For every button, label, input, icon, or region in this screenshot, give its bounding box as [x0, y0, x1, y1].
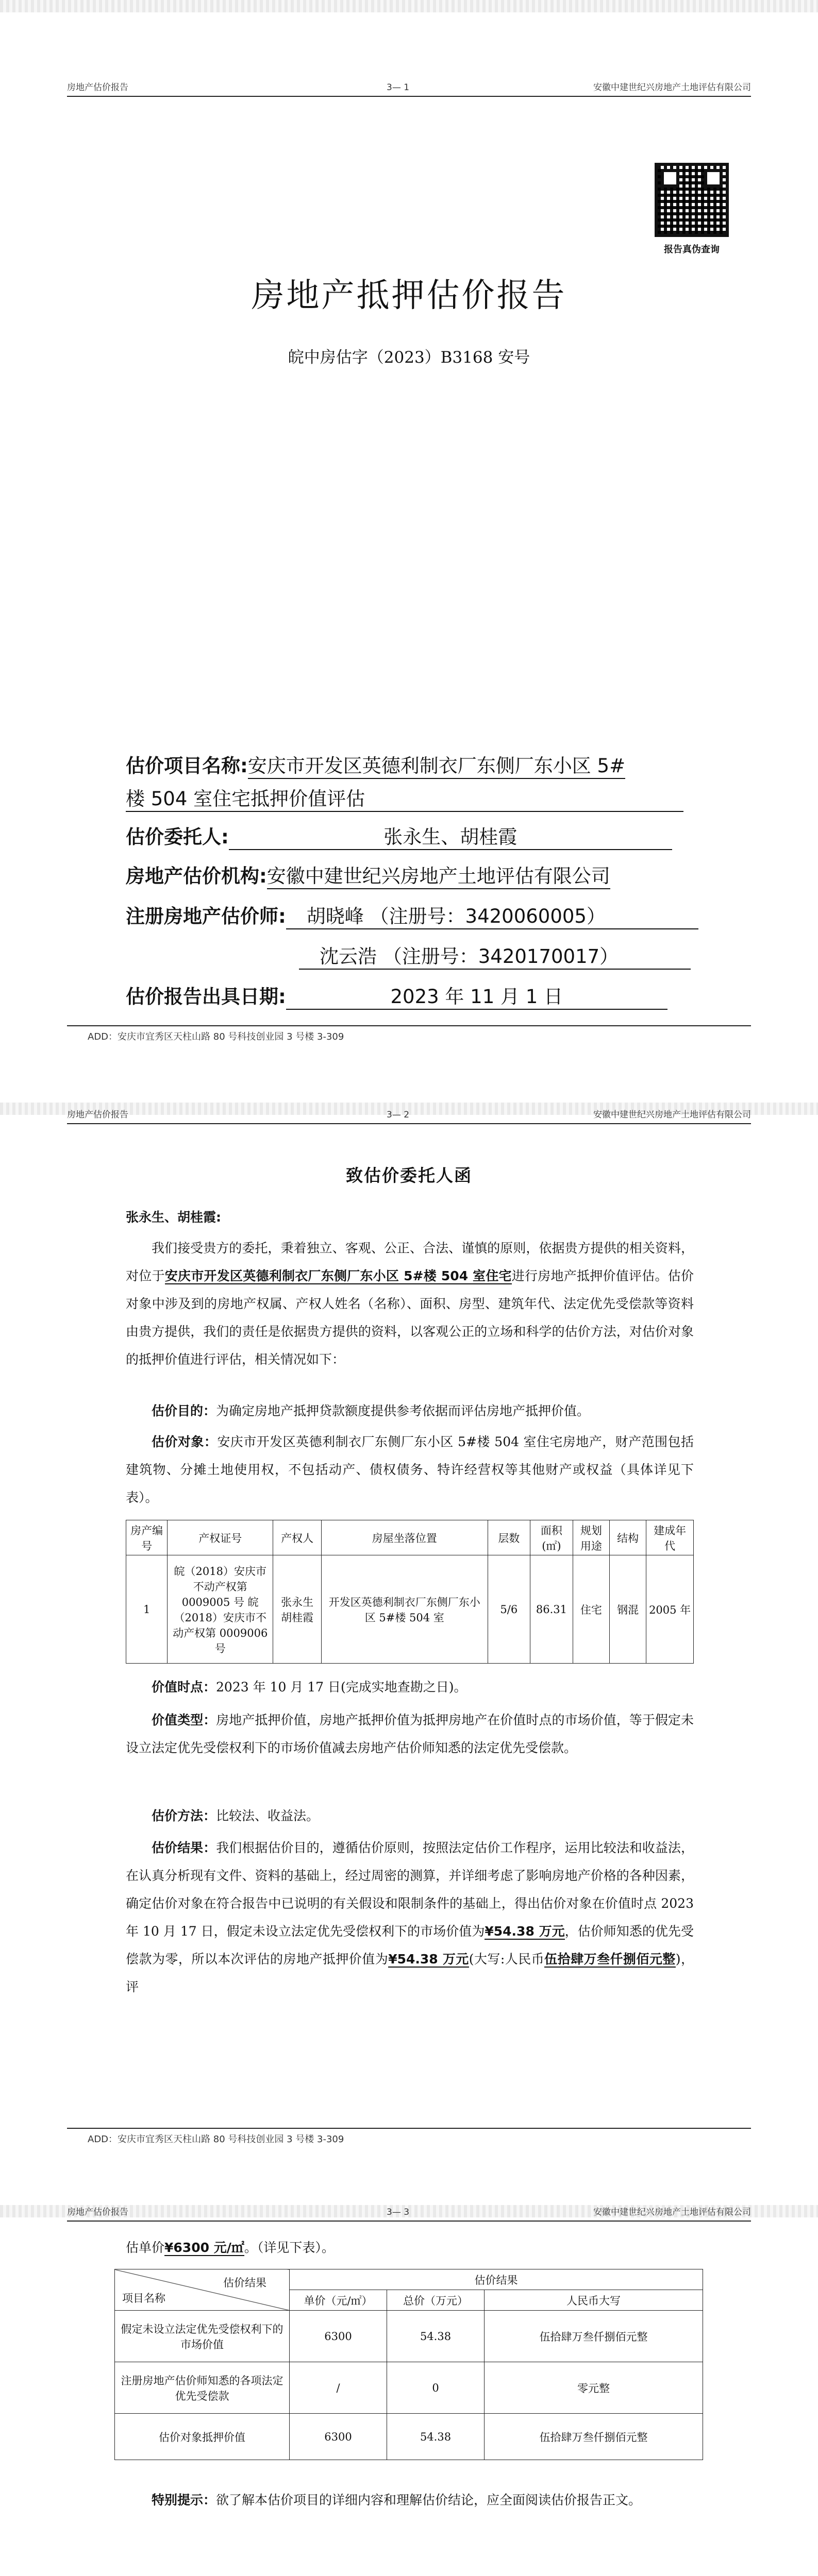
appraiser-label: 注册房地产估价师: [126, 905, 286, 927]
project-label: 估价项目名称: [126, 755, 248, 777]
unit-price-paragraph [126, 2234, 694, 2262]
th-name: 项目名称 [122, 2292, 165, 2304]
cover-page [0, 0, 818, 1103]
table-row [126, 1555, 694, 1664]
header-page-number: 3— 3 [387, 2207, 410, 2217]
date-row [126, 981, 667, 1010]
td-unit: / [290, 2362, 387, 2414]
header-page-number: 3— 1 [387, 82, 410, 93]
diagonal-header-cell [115, 2269, 290, 2311]
date-value: 2023 年 11 月 1 日 [286, 981, 667, 1010]
td-total: 54.38 [387, 2311, 485, 2362]
page-footer [67, 2128, 751, 2144]
mortgage-value: ¥54.38 万元 [388, 1952, 469, 1967]
td-item: 估价对象抵押价值 [115, 2414, 290, 2460]
appraiser-row-2 [299, 941, 691, 970]
td-use: 住宅 [573, 1555, 609, 1664]
purpose-label: 估价目的： [152, 1403, 216, 1418]
footer-address: ADD：安庆市宜秀区天柱山路 80 号科技创业园 3 号楼 3-309 [88, 1031, 344, 1042]
unit-price-value: ¥6300 元/㎡ [164, 2240, 244, 2255]
special-text: 欲了解本估价项目的详细内容和理解估价结论，应全面阅读估价报告正文。 [216, 2493, 642, 2507]
result-text-c: (大写:人民币 [469, 1952, 545, 1967]
td-floors: 5/6 [488, 1555, 530, 1664]
result-text-b: ，估价师知悉的优先受偿款为零，所以本次评估的房地产抵押价值为 [126, 1924, 694, 1967]
client-label: 估价委托人: [126, 826, 229, 848]
property-table [126, 1520, 694, 1664]
th-location: 房屋坐落位置 [322, 1520, 488, 1555]
value-date-label: 价值时点： [152, 1680, 216, 1694]
th-cert: 产权证号 [168, 1520, 273, 1555]
intro-property: 安庆市开发区英德利制衣厂东侧厂东小区 5#楼 504 室住宅 [164, 1268, 512, 1283]
appraiser-2: 沈云浩 （注册号：3420170017） [299, 941, 691, 970]
result-table [114, 2269, 703, 2460]
td-owner: 张永生 胡桂霞 [273, 1555, 322, 1664]
object-text: 安庆市开发区英德利制衣厂东侧厂东小区 5#楼 504 室住宅房地产，财产范围包括建筑物、分摊土地使用权，不包括动产、债权债务、特许经营权等其他财产或权益（具体详见下表）。 [126, 1434, 694, 1505]
date-paragraph [126, 1673, 694, 1701]
object-paragraph [126, 1428, 694, 1512]
appraiser-1: 胡晓峰 （注册号：3420060005） [286, 901, 698, 929]
td-cert: 皖（2018）安庆市不动产权第 0009005 号 皖（2018）安庆市不动产权第 0009006 号 [168, 1555, 273, 1664]
header-right: 安徽中建世纪兴房地产土地评估有限公司 [593, 1110, 751, 1120]
th-upper: 人民币大写 [485, 2290, 703, 2311]
header-page-number: 3— 2 [387, 1110, 410, 1120]
th-built: 建成年代 [646, 1520, 694, 1555]
th-area: 面积(㎡) [530, 1520, 573, 1555]
report-title: 房地产抵押估价报告 [251, 277, 567, 315]
td-item: 假定未设立法定优先受偿权利下的市场价值 [115, 2311, 290, 2362]
intro-c: 进行房地产抵押价值评估。估价对象中涉及到的房地产权属、产权人姓名（名称）、面积、房型、建筑年代、法定优先受偿款等资料由贵方提供，我们的责任是依据贵方提供的资料，以客观公正的立场和科学的估价方法，对估价对象的抵押价值进行评估，相关情况如下： [126, 1268, 694, 1367]
td-total: 0 [387, 2362, 485, 2414]
method-text: 比较法、收益法。 [216, 1808, 320, 1823]
unit-price-b: 。（详见下表）。 [244, 2240, 335, 2255]
header-right: 安徽中建世纪兴房地产土地评估有限公司 [593, 82, 751, 93]
method-paragraph [126, 1802, 694, 1830]
market-value: ¥54.38 万元 [485, 1924, 565, 1939]
project-name-row [126, 750, 625, 779]
header-right: 安徽中建世纪兴房地产土地评估有限公司 [593, 2207, 751, 2217]
letter-page [0, 1103, 818, 2205]
td-upper: 伍拾肆万叁仟捌佰元整 [485, 2311, 703, 2362]
intro-paragraph [126, 1234, 694, 1374]
method-label: 估价方法： [152, 1808, 216, 1823]
date-label: 估价报告出具日期: [126, 986, 286, 1008]
client-value: 张永生、胡桂霞 [229, 821, 672, 850]
result-paragraph [126, 1834, 694, 2001]
page-strip [0, 0, 818, 12]
value-in-words: 伍拾肆万叁仟捌佰元整 [544, 1952, 676, 1967]
td-area: 86.31 [530, 1555, 573, 1664]
td-unit: 6300 [290, 2414, 387, 2460]
th-owner: 产权人 [273, 1520, 322, 1555]
table-row [115, 2311, 703, 2362]
page-header [67, 1108, 751, 1124]
table-row [115, 2362, 703, 2414]
letter-page-continued [0, 2205, 818, 2576]
table-row [115, 2414, 703, 2460]
th-floors: 层数 [488, 1520, 530, 1555]
qr-code-icon[interactable] [655, 163, 729, 237]
client-row [126, 821, 672, 850]
project-value-1: 安庆市开发区英德利制衣厂东侧厂东小区 5# [248, 750, 625, 779]
value-date-text: 2023 年 10 月 17 日(完成实地查勘之日)。 [216, 1680, 467, 1694]
th-total: 总价（万元） [387, 2290, 485, 2311]
special-paragraph [126, 2486, 694, 2514]
qr-label: 报告真伪查询 [664, 244, 720, 255]
footer-address: ADD：安庆市宜秀区天柱山路 80 号科技创业园 3 号楼 3-309 [88, 2134, 344, 2145]
result-label: 估价结果： [152, 1840, 216, 1855]
result-text-d: )，评 [126, 1952, 694, 1994]
appraiser-row [126, 901, 698, 929]
th-structure: 结构 [609, 1520, 646, 1555]
td-unit: 6300 [290, 2311, 387, 2362]
unit-price-a: 估单价 [126, 2240, 165, 2255]
th-item: 估价结果 [223, 2276, 266, 2289]
td-total: 54.38 [387, 2414, 485, 2460]
header-left: 房地产估价报告 [67, 2207, 128, 2217]
type-paragraph [126, 1706, 694, 1762]
page-header [67, 80, 751, 97]
th-no: 房产编号 [126, 1520, 168, 1555]
table-header-row [126, 1520, 694, 1555]
letter-title: 致估价委托人函 [346, 1165, 472, 1185]
td-structure: 钢混 [609, 1555, 646, 1664]
td-item: 注册房地产估价师知悉的各项法定优先受偿款 [115, 2362, 290, 2414]
td-no: 1 [126, 1555, 168, 1664]
result-text-a: 我们根据估价目的，遵循估价原则，按照法定估价工作程序，运用比较法和收益法，在认真分析现有文件、资料的基础上，经过周密的测算，并详细考虑了影响房地产价格的各种因素，确定估价对象在符合报告中已说明的有关假设和限制条件的基础上，得出估价对象在价值时点 2023 年 10 月 17 日，假定未设立法定优先受偿权利下的市场价值为 [126, 1840, 694, 1939]
agency-label: 房地产估价机构: [126, 865, 267, 887]
header-left: 房地产估价报告 [67, 1110, 128, 1120]
purpose-text: 为确定房地产抵押贷款额度提供参考依据而评估房地产抵押价值。 [216, 1403, 590, 1418]
th-use: 规划用途 [573, 1520, 609, 1555]
purpose-paragraph [126, 1397, 694, 1425]
project-name-row-2 [126, 783, 683, 812]
salutation: 张永生、胡桂霞: [126, 1210, 221, 1225]
agency-value: 安徽中建世纪兴房地产土地评估有限公司 [267, 860, 610, 889]
td-built: 2005 年 [646, 1555, 694, 1664]
project-value-2: 楼 504 室住宅抵押价值评估 [126, 783, 683, 812]
page-header [67, 2205, 751, 2222]
intro-a: 我们接受贵方的委托，秉着独立、客观、公正、合法、谨慎的原则，依据贵方提供的相关资料，对位于 [126, 1241, 694, 1283]
th-unit: 单价（元/㎡） [290, 2290, 387, 2311]
agency-row [126, 860, 610, 889]
value-type-label: 价值类型： [152, 1713, 216, 1727]
table-header-row [115, 2269, 703, 2290]
value-type-text: 房地产抵押价值，房地产抵押价值为抵押房地产在价值时点的市场价值，等于假定未设立法定优先受偿权利下的市场价值减去房地产估价师知悉的法定优先受偿款。 [126, 1713, 694, 1755]
td-upper: 零元整 [485, 2362, 703, 2414]
th-group: 估价结果 [290, 2269, 703, 2290]
page-footer [67, 1025, 751, 1042]
report-number: 皖中房估字（2023）B3168 安号 [288, 348, 530, 367]
special-label: 特别提示： [152, 2493, 216, 2507]
object-label: 估价对象： [152, 1434, 218, 1449]
header-left: 房地产估价报告 [67, 82, 128, 93]
td-upper: 伍拾肆万叁仟捌佰元整 [485, 2414, 703, 2460]
td-location: 开发区英德利制衣厂东侧厂东小区 5#楼 504 室 [322, 1555, 488, 1664]
